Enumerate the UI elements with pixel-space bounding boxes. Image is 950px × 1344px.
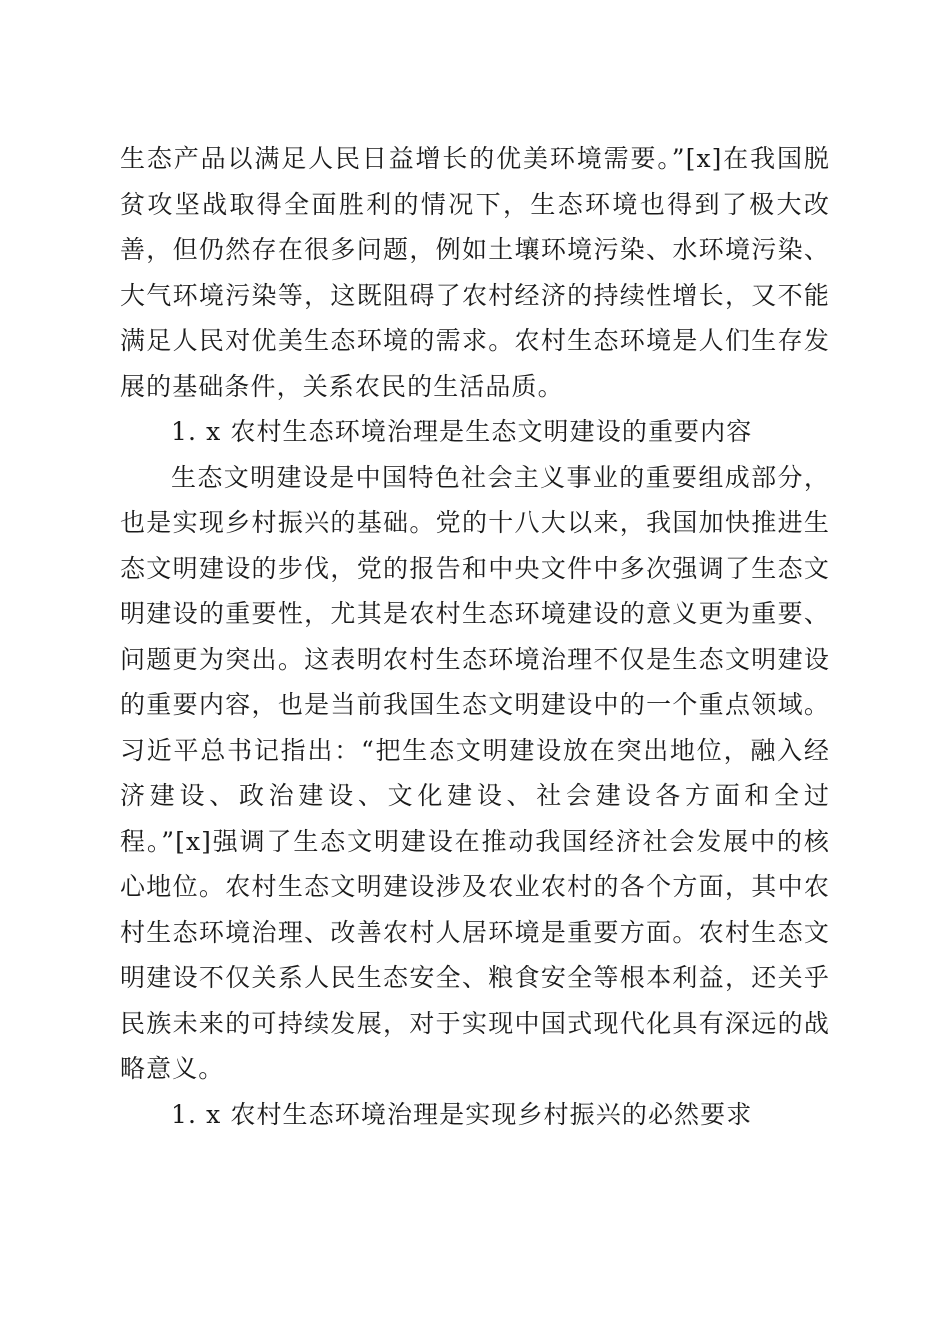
document-body bbox=[120, 136, 830, 1137]
body-paragraph: 生态文明建设是中国特色社会主义事业的重要组成部分，也是实现乡村振兴的基础。党的十八大以来，我国加快推进生态文明建设的步伐，党的报告和中央文件中多次强调了生态文明建设的重要性，尤其是农村生态环境建设的意义更为重要、问题更为突出。这表明农村生态环境治理不仅是生态文明建设的重要内容，也是当前我国生态文明建设中的一个重点领域。习近平总书记指出：“把生态文明建设放在突出地位，融入经济建设、政治建设、文化建设、社会建设各方面和全过程。”[x]强调了生态文明建设在推动我国经济社会发展中的核心地位。农村生态文明建设涉及农业农村的各个方面，其中农村生态环境治理、改善农村人居环境是重要方面。农村生态文明建设不仅关系人民生态安全、粮食安全等根本利益，还关乎民族未来的可持续发展，对于实现中国式现代化具有深远的战略意义。 bbox=[120, 462, 830, 1083]
body-paragraph: 生态产品以满足人民日益增长的优美环境需要。”[x]在我国脱贫攻坚战取得全面胜利的情况下，生态环境也得到了极大改善，但仍然存在很多问题，例如土壤环境污染、水环境污染、大气环境污染等，这既阻碍了农村经济的持续性增长，又不能满足人民对优美生态环境的需求。农村生态环境是人们生存发展的基础条件，关系农民的生活品质。 bbox=[120, 144, 830, 401]
section-heading: 1. x 农村生态环境治理是生态文明建设的重要内容 bbox=[171, 417, 753, 446]
section-heading: 1. x 农村生态环境治理是实现乡村振兴的必然要求 bbox=[171, 1099, 753, 1129]
